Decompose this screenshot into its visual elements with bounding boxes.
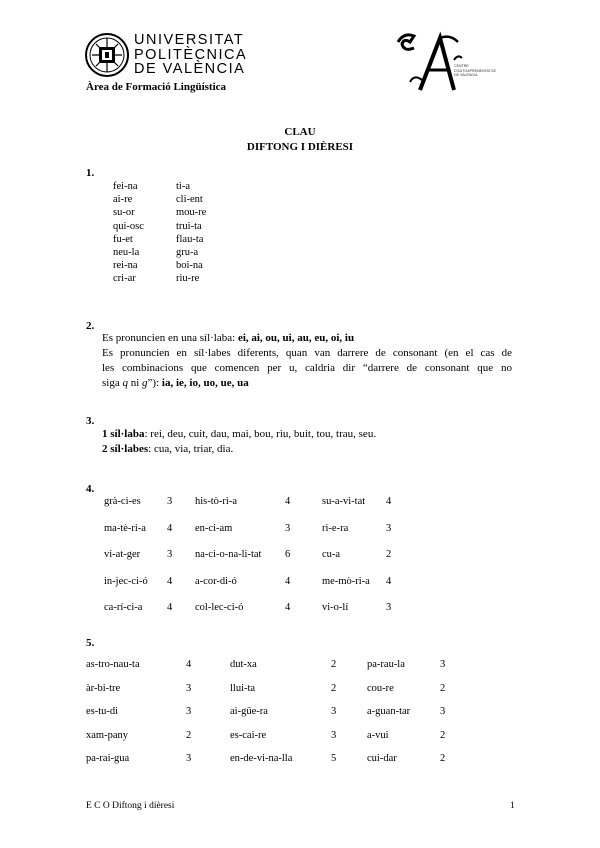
section-2-italic: q xyxy=(122,377,128,389)
word-cell: na-ci-o-na-li-tat xyxy=(195,549,262,560)
word-cell: cui-dar xyxy=(367,753,397,764)
page-number: 1 xyxy=(510,801,515,811)
section-2-body xyxy=(102,331,512,391)
upv-seal-logo xyxy=(84,30,130,80)
list-item: mou-re xyxy=(176,207,207,219)
section-3-line xyxy=(102,427,376,442)
syllable-count-cell: 3 xyxy=(331,706,337,717)
syllable-count-cell: 4 xyxy=(167,602,173,613)
syllable-count-cell: 2 xyxy=(440,729,446,741)
ca-logo-text-line: D'AUTOAPRENENTATGE xyxy=(454,68,497,73)
section-2-text: ”): xyxy=(147,377,162,389)
word-cell: es-cai-re xyxy=(230,729,267,741)
section-5-number: 5. xyxy=(86,637,95,649)
syllable-count-cell: 4 xyxy=(167,575,173,587)
section-2-line: Es pronuncien en síl·labes diferents, quan van darrere de consonant (en el cas de xyxy=(102,347,512,359)
list-item: fu-et xyxy=(113,233,133,245)
syllable-count-cell: 2 xyxy=(386,549,392,560)
section-3-line xyxy=(102,442,376,457)
syllable-count-cell: 4 xyxy=(285,496,291,507)
list-item: qui-osc xyxy=(113,220,144,232)
word-cell: grà-ci-es xyxy=(104,496,141,507)
syllable-count-cell: 2 xyxy=(331,659,337,670)
syllable-count-cell: 4 xyxy=(285,575,291,587)
section-2-italic: g xyxy=(142,377,148,389)
word-cell: his-tò-ri-a xyxy=(195,496,237,507)
list-item: riu-re xyxy=(176,273,200,285)
list-item: cri-ar xyxy=(113,273,136,285)
section-3-text: : cua, via, triar, dia. xyxy=(148,443,234,455)
syllable-count-cell: 3 xyxy=(440,706,446,717)
ca-logo-text-line: CENTRE xyxy=(454,64,469,68)
syllable-count-cell: 3 xyxy=(167,496,173,507)
syllable-count-cell: 3 xyxy=(386,522,392,534)
section-2-text: siga xyxy=(102,377,123,389)
list-item: ti-a xyxy=(176,181,190,192)
title-line-1: CLAU xyxy=(284,126,316,138)
syllable-count-cell: 3 xyxy=(331,729,337,741)
word-cell: in-jec-ci-ó xyxy=(104,575,148,587)
syllable-count-cell: 3 xyxy=(186,753,192,764)
word-cell: en-ci-am xyxy=(195,522,233,534)
list-item: trui-ta xyxy=(176,220,202,232)
syllable-count-cell: 3 xyxy=(186,706,192,717)
word-cell: vi-o-lí xyxy=(322,602,349,613)
section-2-number: 2. xyxy=(86,320,95,332)
section-2-bold: ia, ie, io, uo, ue, ua xyxy=(161,377,249,389)
word-cell: ri-e-ra xyxy=(322,522,349,534)
syllable-count-cell: 2 xyxy=(186,729,192,741)
syllable-count-cell: 4 xyxy=(386,496,392,507)
list-item: ai-re xyxy=(113,194,133,206)
list-item: fei-na xyxy=(113,181,138,192)
ca-logo xyxy=(392,30,530,96)
word-cell: pa-rai-gua xyxy=(86,753,130,764)
word-cell: me-mò-ri-a xyxy=(322,575,370,587)
word-cell: llui-ta xyxy=(230,682,256,694)
document-title xyxy=(0,125,600,155)
word-cell: ma-tè-ri-a xyxy=(104,522,146,534)
word-cell: pa-rau-la xyxy=(367,659,405,670)
section-2-text: Es pronuncien en una síl·laba: xyxy=(102,332,238,344)
word-cell: ai-güe-ra xyxy=(230,706,268,717)
word-cell: es-tu-di xyxy=(86,706,119,717)
syllable-count-cell: 2 xyxy=(440,682,446,694)
list-item: cli-ent xyxy=(176,194,203,206)
list-item: rei-na xyxy=(113,260,138,272)
list-item: gru-a xyxy=(176,246,199,258)
word-cell: àr-bi-tre xyxy=(86,682,121,694)
section-2-line xyxy=(102,331,512,346)
word-cell: a-cor-di-ó xyxy=(195,575,237,587)
university-name-line: POLITÈCNICA xyxy=(134,46,248,63)
section-1-column-2 xyxy=(176,180,206,286)
syllable-count-cell: 3 xyxy=(167,549,173,560)
word-cell: as-tro-nau-ta xyxy=(86,659,140,670)
word-cell: cu-a xyxy=(322,549,341,560)
syllable-count-cell: 3 xyxy=(186,682,192,694)
section-2-line: les combinacions que comencen per u, caldria dir “darrere de consonant que no xyxy=(102,362,512,374)
syllable-count-cell: 3 xyxy=(386,602,392,613)
section-3-number: 3. xyxy=(86,415,95,427)
word-cell: en-de-vi-na-lla xyxy=(230,753,293,764)
university-name-line: UNIVERSITAT xyxy=(134,32,245,48)
syllable-count-cell: 6 xyxy=(285,549,291,560)
syllable-count-cell: 2 xyxy=(331,682,337,694)
syllable-count-cell: 4 xyxy=(285,602,291,613)
list-item: boi-na xyxy=(176,260,203,272)
ca-logo-text xyxy=(454,64,496,78)
syllable-count-cell: 4 xyxy=(186,659,192,670)
syllable-count-cell: 5 xyxy=(331,753,337,764)
section-4-number: 4. xyxy=(86,483,95,495)
section-2-bold: ei, ai, ou, ui, au, eu, oi, iu xyxy=(237,332,355,344)
word-cell: ca-rí-ci-a xyxy=(104,602,143,613)
section-3-label: 2 síl·labes xyxy=(102,443,149,455)
syllable-count-cell: 3 xyxy=(285,522,291,534)
syllable-count-cell: 4 xyxy=(386,575,392,587)
syllable-count-cell: 2 xyxy=(440,753,446,764)
section-1-number: 1. xyxy=(86,167,95,179)
word-cell: su-a-vi-tat xyxy=(322,496,366,507)
footer-text: E C O Diftong i dièresi xyxy=(86,801,175,811)
list-item: su-or xyxy=(113,207,135,219)
word-cell: a-vui xyxy=(367,729,389,741)
word-cell: vi-at-ger xyxy=(104,549,141,560)
section-2-text: ni xyxy=(127,377,143,389)
title-line-2: DIFTONG I DIÈRESI xyxy=(246,141,354,153)
section-1-column-1 xyxy=(113,180,144,286)
university-name xyxy=(134,33,247,77)
syllable-count-cell: 3 xyxy=(440,659,446,670)
list-item: flau-ta xyxy=(176,233,204,245)
word-cell: a-guan-tar xyxy=(367,706,411,717)
section-3-body xyxy=(102,427,376,457)
list-item: neu-la xyxy=(113,246,140,258)
word-cell: col-lec-ci-ó xyxy=(195,602,244,613)
syllable-count-cell: 4 xyxy=(167,522,173,534)
section-3-label: 1 síl·laba xyxy=(102,428,145,440)
area-title: Àrea de Formació Lingüística xyxy=(86,81,227,93)
university-name-line: DE VALÈNCIA xyxy=(134,61,246,77)
word-cell: cou-re xyxy=(367,682,394,694)
ca-logo-text-line: DE VALENCIÀ xyxy=(454,73,478,78)
section-3-text: : rei, deu, cuit, dau, mai, bou, riu, buit, tou, trau, seu. xyxy=(144,428,377,440)
word-cell: xam-pany xyxy=(86,729,128,741)
word-cell: dut-xa xyxy=(230,659,257,670)
section-2-line xyxy=(102,376,512,391)
